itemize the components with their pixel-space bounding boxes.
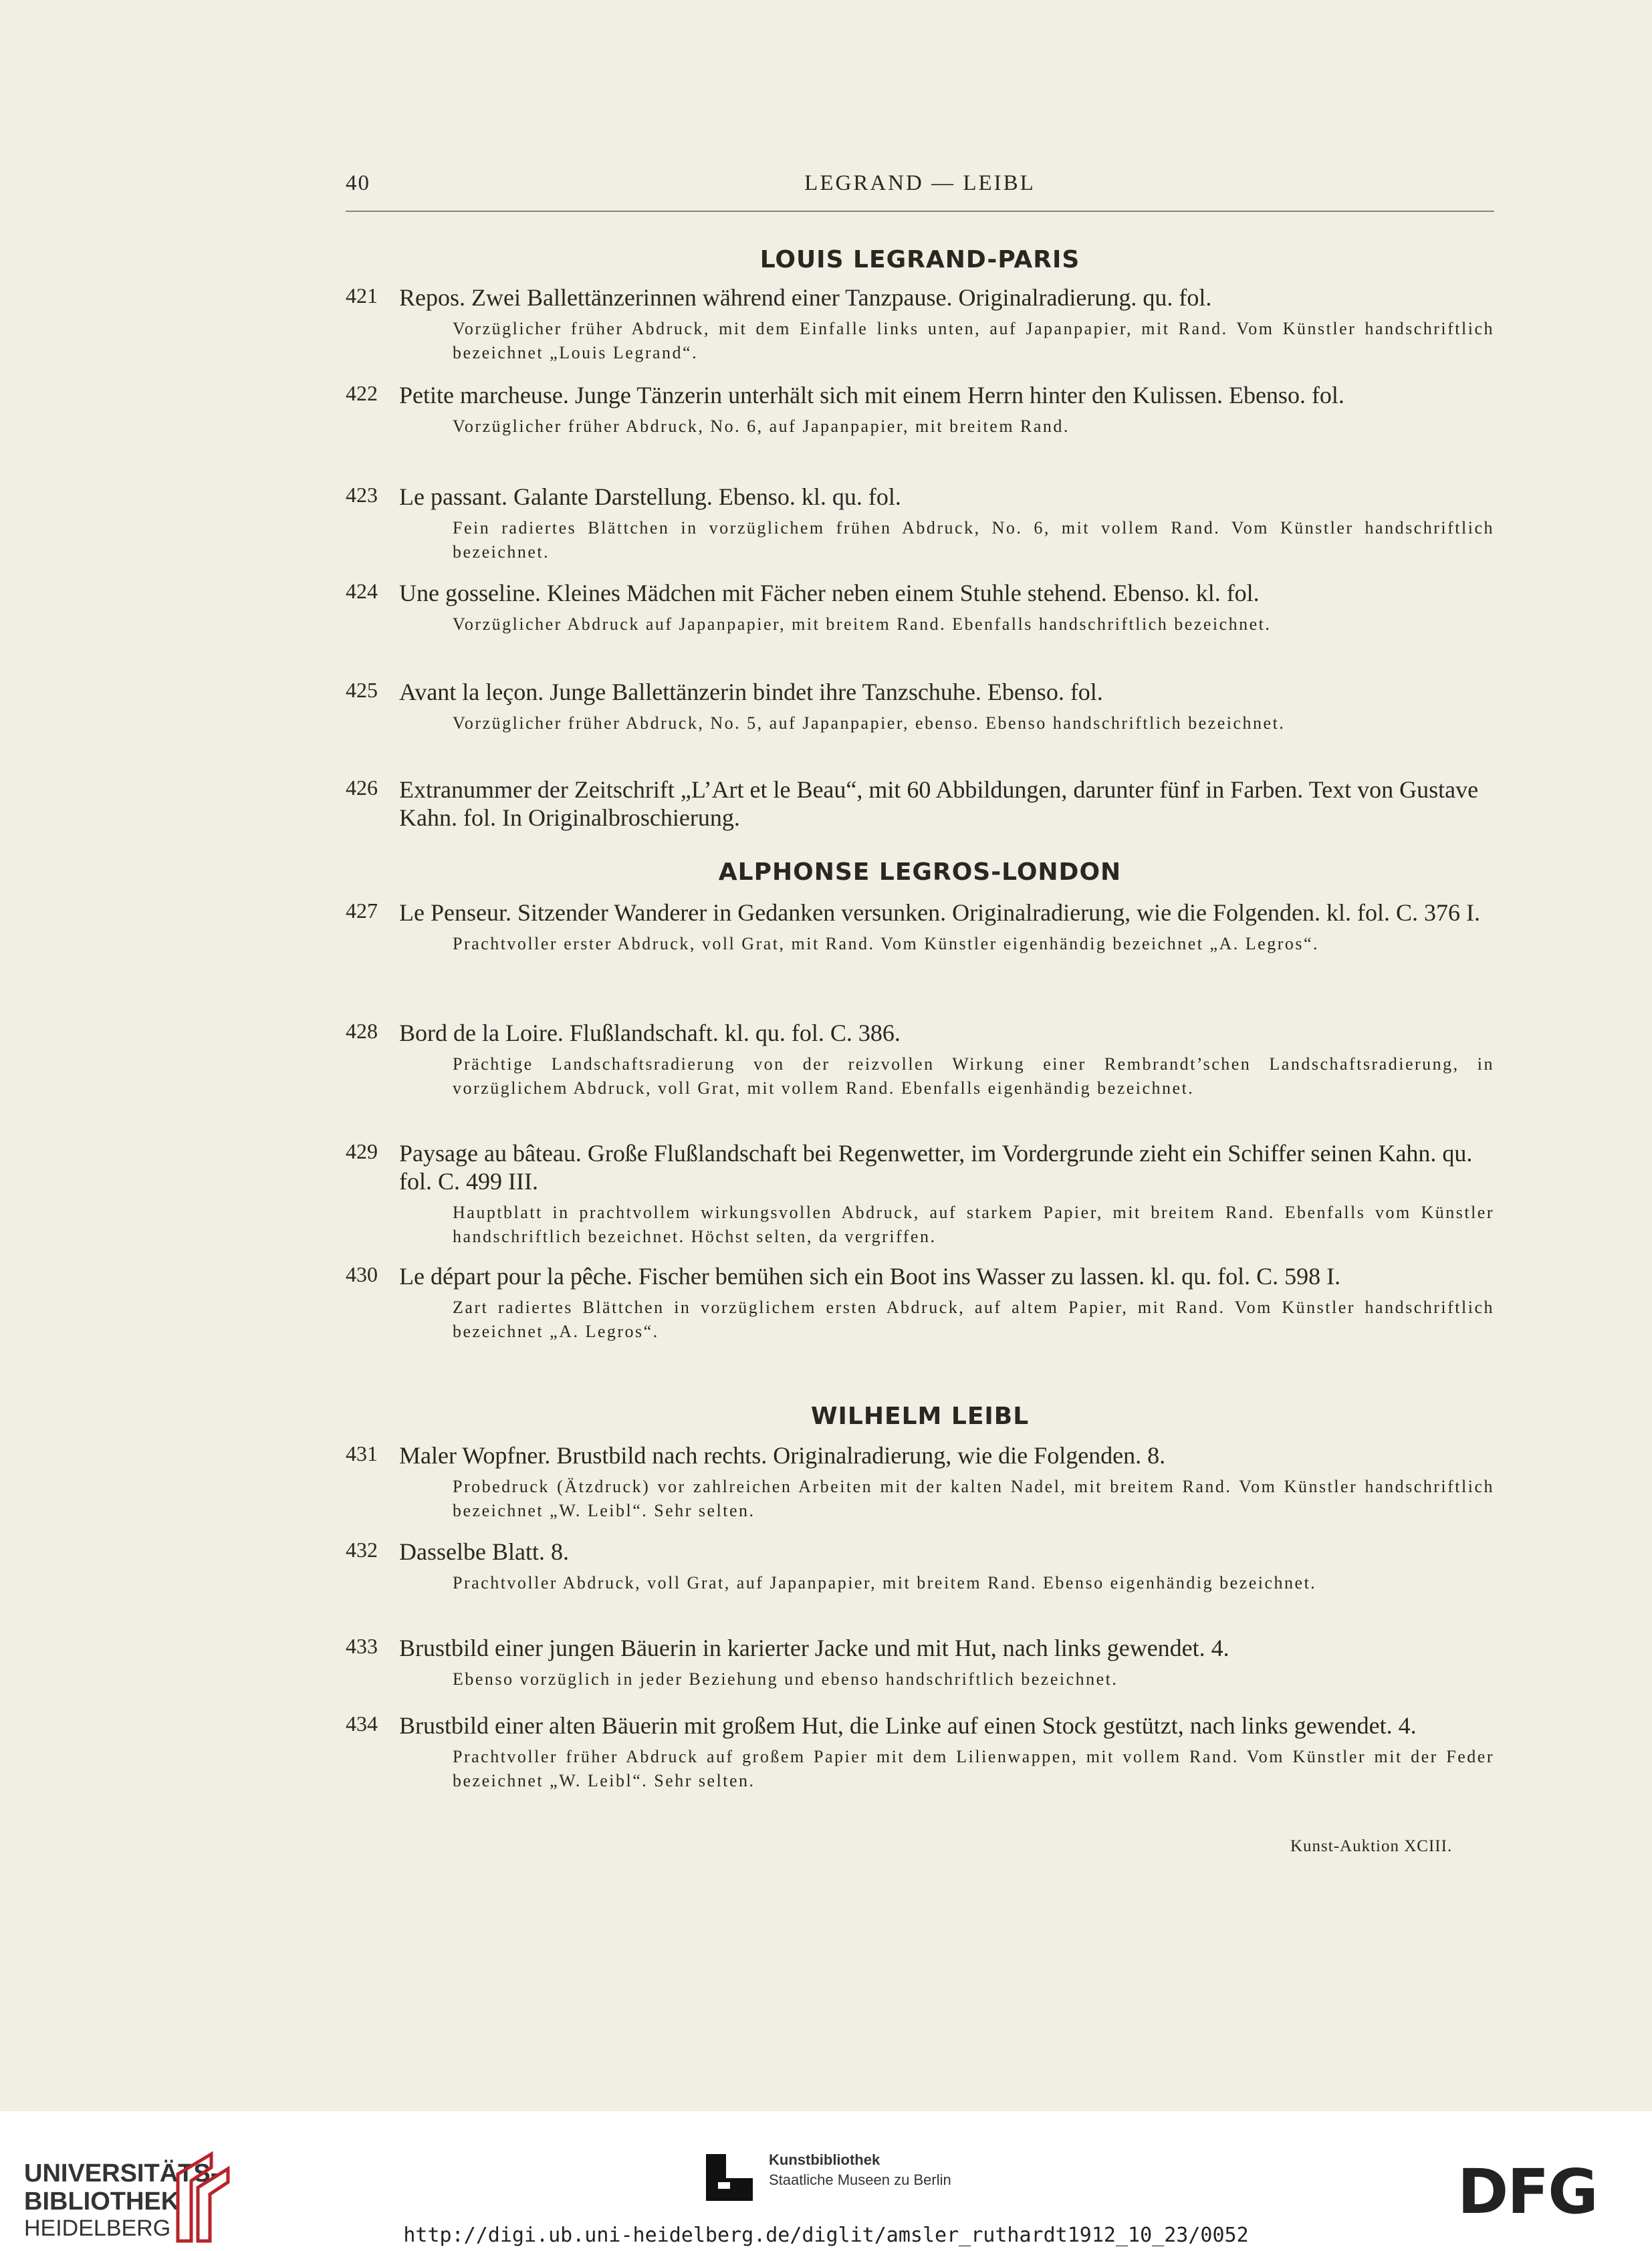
entry-number: 427 (346, 899, 378, 923)
entry-number: 434 (346, 1711, 378, 1736)
entry-note: Vorzüglicher früher Abdruck, No. 6, auf Japanpapier, mit breitem Rand. (453, 417, 1070, 436)
kunstbibliothek-title: Kunstbibliothek (769, 2151, 880, 2168)
entry-note: Vorzüglicher früher Abdruck, No. 5, auf Japanpapier, ebenso. Ebenso handschriftlich bezeichnet. (453, 713, 1286, 733)
entry-title: Dasselbe Blatt. 8. (399, 1538, 569, 1565)
entry-title: Une gosseline. Kleines Mädchen mit Fächer neben einem Stuhle stehend. Ebenso. kl. fol. (399, 580, 1260, 606)
entry-title: Le Penseur. Sitzender Wanderer in Gedanken versunken. Originalradierung, wie die Folgenden. kl. fol. C. 376 I. (399, 899, 1480, 926)
library-name-line2: BIBLIOTHEK (24, 2187, 180, 2216)
entry-note: Prächtige Landschaftsradierung von der reizvollen Wirkung einer Rembrandt’schen Landschaftsradierung, in vorzüglichem Abdruck, voll Grat, mit vollem Rand. Ebenfalls eigenhändig bezeichnet. (453, 1054, 1494, 1098)
entry-number: 430 (346, 1262, 378, 1286)
library-name-line3: HEIDELBERG (24, 2216, 171, 2241)
entry-note: Ebenso vorzüglich in jeder Beziehung und ebenso handschriftlich bezeichnet. (453, 1669, 1118, 1689)
page-header (346, 171, 1494, 205)
dfg-logo: DFG (1457, 2156, 1597, 2228)
catalog-entry (346, 483, 1494, 564)
entry-note: Prachtvoller erster Abdruck, voll Grat, mit Rand. Vom Künstler eigenhändig bezeichnet „A. Legros“. (453, 934, 1320, 953)
catalog-entry (346, 899, 1494, 956)
catalog-entry (346, 1019, 1494, 1100)
entry-number: 422 (346, 381, 378, 405)
entry-number: 425 (346, 678, 378, 702)
source-url[interactable]: http://digi.ub.uni-heidelberg.de/diglit/amsler_ruthardt1912_10_23/0052 (403, 2224, 1249, 2247)
entry-title: Paysage au bâteau. Große Flußlandschaft bei Regenwetter, im Vordergrunde zieht ein Schiffer seinen Kahn. qu. fol. C. 499 III. (399, 1140, 1473, 1195)
entry-note: Hauptblatt in prachtvollem wirkungsvollen Abdruck, auf starkem Papier, mit breitem Rand. Ebenfalls vom Künstler handschriftlich bezeichnet. Höchst selten, da vergriffen. (453, 1203, 1494, 1246)
entry-number: 424 (346, 579, 378, 603)
page-number: 40 (346, 171, 370, 195)
entry-note: Prachtvoller früher Abdruck auf großem Papier mit dem Lilienwappen, mit vollem Rand. Vom Künstler mit der Feder bezeichnet „W. Leibl“. Sehr selten. (453, 1747, 1494, 1790)
entry-title: Maler Wopfner. Brustbild nach rechts. Originalradierung, wie die Folgenden. 8. (399, 1442, 1166, 1469)
catalog-entry (346, 381, 1494, 439)
catalog-entry (346, 1262, 1494, 1344)
entry-title: Brustbild einer alten Bäuerin mit großem Hut, die Linke auf einen Stock gestützt, nach links gewendet. 4. (399, 1712, 1417, 1739)
entry-number: 431 (346, 1441, 378, 1465)
footer-note: Kunst-Auktion XCIII. (1290, 1837, 1453, 1855)
catalog-entry (346, 776, 1494, 832)
entry-note: Probedruck (Ätzdruck) vor zahlreichen Arbeiten mit der kalten Nadel, mit breitem Rand. Vom Künstler handschriftlich bezeichnet „W. Leibl“. Sehr selten. (453, 1477, 1494, 1520)
catalog-entry (346, 1139, 1494, 1249)
entry-number: 426 (346, 776, 378, 800)
entry-number: 433 (346, 1634, 378, 1658)
library-name-line1: UNIVERSITÄTS- (24, 2159, 219, 2187)
entry-title: Repos. Zwei Ballettänzerinnen während einer Tanzpause. Originalradierung. qu. fol. (399, 284, 1212, 311)
entry-title: Brustbild einer jungen Bäuerin in karierter Jacke und mit Hut, nach links gewendet. 4. (399, 1635, 1229, 1661)
entry-note: Vorzüglicher früher Abdruck, mit dem Einfalle links unten, auf Japanpapier, mit Rand. Vom Künstler handschriftlich bezeichnet „Louis Legrand“. (453, 319, 1494, 362)
running-head: LEGRAND — LEIBL (804, 171, 1036, 195)
entry-title: Avant la leçon. Junge Ballettänzerin bindet ihre Tanzschuhe. Ebenso. fol. (399, 679, 1103, 705)
catalog-entry (346, 1711, 1494, 1793)
entry-note: Zart radiertes Blättchen in vorzüglichem ersten Abdruck, auf altem Papier, mit Rand. Vom Künstler handschriftlich bezeichnet „A. Legros“. (453, 1298, 1494, 1341)
entry-title: Petite marcheuse. Junge Tänzerin unterhält sich mit einem Herrn hinter den Kulissen. Ebenso. fol. (399, 382, 1344, 408)
catalog-entry (346, 283, 1494, 365)
kunstbibliothek-logo-icon (706, 2154, 753, 2201)
entry-title: Bord de la Loire. Flußlandschaft. kl. qu. fol. C. 386. (399, 1020, 901, 1046)
entry-title: Extranummer der Zeitschrift „L’Art et le Beau“, mit 60 Abbildungen, darunter fünf in Farben. Text von Gustave Kahn. fol. In Originalbroschierung. (399, 776, 1479, 831)
entry-note: Prachtvoller Abdruck, voll Grat, auf Japanpapier, mit breitem Rand. Ebenso eigenhändig bezeichnet. (453, 1573, 1317, 1592)
catalog-entry (346, 1538, 1494, 1595)
entry-note: Fein radiertes Blättchen in vorzüglichem frühen Abdruck, No. 6, mit vollem Rand. Vom Künstler handschriftlich bezeichnet. (453, 518, 1494, 562)
entry-number: 428 (346, 1019, 378, 1043)
catalog-entry (346, 579, 1494, 636)
catalog-entry (346, 1441, 1494, 1523)
kunstbibliothek-subtitle: Staatliche Museen zu Berlin (769, 2171, 951, 2188)
entry-title: Le départ pour la pêche. Fischer bemühen sich ein Boot ins Wasser zu lassen. kl. qu. fol. C. 598 I. (399, 1263, 1341, 1290)
catalog-entry (346, 678, 1494, 735)
header-rule (346, 211, 1494, 212)
entry-number: 432 (346, 1538, 378, 1562)
section-title: LOUIS LEGRAND-PARIS (759, 246, 1080, 273)
entry-number: 429 (346, 1139, 378, 1163)
entry-number: 421 (346, 283, 378, 308)
entry-title: Le passant. Galante Darstellung. Ebenso. kl. qu. fol. (399, 483, 901, 510)
section-title: WILHELM LEIBL (810, 1403, 1030, 1430)
entry-note: Vorzüglicher Abdruck auf Japanpapier, mit breitem Rand. Ebenfalls handschriftlich bezeichnet. (453, 614, 1272, 634)
entry-number: 423 (346, 483, 378, 507)
catalog-entry (346, 1634, 1494, 1691)
section-title: ALPHONSE LEGROS-LONDON (718, 858, 1122, 886)
